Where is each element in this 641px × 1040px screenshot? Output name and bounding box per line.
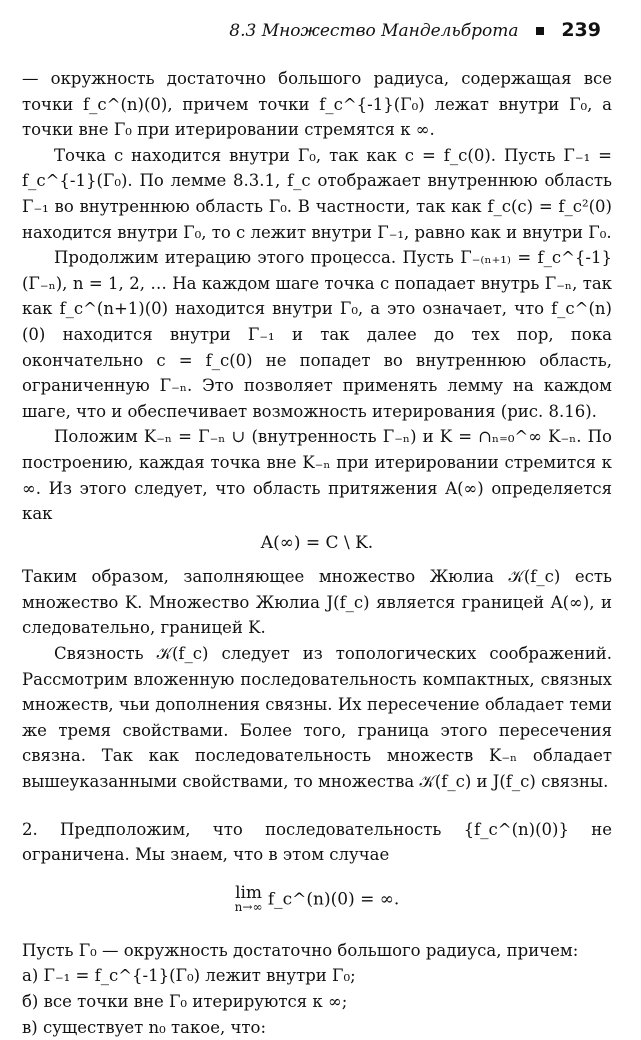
list-item-c: в) существует n₀ такое, что: <box>22 1017 267 1037</box>
paragraph-8: Пусть Γ₀ — окружность достаточно большого радиуса, причем: <box>22 940 579 960</box>
limit-rhs: f_c^(n)(0) = ∞. <box>267 889 400 910</box>
list-item-b: б) все точки вне Γ₀ итерируются к ∞; <box>22 992 348 1011</box>
limit-word: lim <box>235 882 263 903</box>
limit-subscript: n→∞ <box>234 899 263 914</box>
paragraph-6: Связность 𝒦(f_c) следует из топологических соображений. Рассмотрим вложенную последовательность компактных, связных множеств, чьи дополнения связны. Их пересечение обладает теми же тремя свойствами. Более того, граница этого пересечения связна. Так как последовательность множеств K₋ₙ обладает вышеуказанными свойствами, то множества 𝒦(f_c) и J(f_c) связны. <box>22 644 612 792</box>
paragraph-2: Точка c находится внутри Γ₀, так как c = f_c(0). Пусть Γ₋₁ = f_c^{-1}(Γ₀). По лемме 8.3.1, f_c отображает внутреннюю область Γ₋₁ во внутреннюю область Γ₀. В частности, так как f_c(c) = f_c²(0) находится внутри Γ₀, то c лежит внутри Γ₋₁, равно как и внутри Γ₀. <box>22 145 612 242</box>
paragraph-3: Продолжим итерацию этого процесса. Пусть Γ₋₍ₙ₊₁₎ = f_c^{-1}(Γ₋ₙ), n = 1, 2, … На каждом шаге точка c попадает внутрь Γ₋ₙ, так как f_c^(n+1)(0) находится внутри Γ₀, а это означает, что f_c^(n)(0) находится внутри Γ₋₁ и так далее до тех пор, пока окончательно c = f_c(0) не попадет во внутреннюю область, ограниченную Γ₋ₙ. Это позволяет применять лемму на каждом шаге, что и обеспечивает возможность итерирования (рис. 8.16). <box>22 248 612 421</box>
limit-operator <box>234 882 263 914</box>
paragraph-1: — окружность достаточно большого радиуса, содержащая все точки f_c^(n)(0), причем точки f_c^{-1}(Γ₀) лежат внутри Γ₀, а точки вне Γ₀ при итерировании стремятся к ∞. <box>22 69 612 140</box>
header-separator-icon <box>536 27 544 35</box>
paragraph-4: Положим K₋ₙ = Γ₋ₙ ∪ (внутренность Γ₋ₙ) и K = ∩ₙ₌₀^∞ K₋ₙ. По построению, каждая точка вне K₋ₙ при итерировании стремится к ∞. Из этого следует, что область притяжения A(∞) определяется как <box>22 427 612 524</box>
formula-limit <box>22 882 612 914</box>
paragraph-7: 2. Предположим, что последовательность {f_c^(n)(0)} не ограничена. Мы знаем, что в этом случае <box>22 819 612 865</box>
page-body <box>22 66 612 1040</box>
running-title: 8.3 Множество Мандельброта <box>229 21 519 41</box>
paragraph-5: Таким образом, заполняющее множество Жюлиа 𝒦(f_c) есть множество K. Множество Жюлиа J(f_c) является границей A(∞), и следовательно, границей K. <box>22 567 612 638</box>
page-number: 239 <box>561 19 601 41</box>
formula-attraction-basin: A(∞) = C \ K. <box>260 532 374 553</box>
page-header <box>40 18 601 43</box>
list-item-a: а) Γ₋₁ = f_c^{-1}(Γ₀) лежит внутри Γ₀; <box>22 966 356 986</box>
